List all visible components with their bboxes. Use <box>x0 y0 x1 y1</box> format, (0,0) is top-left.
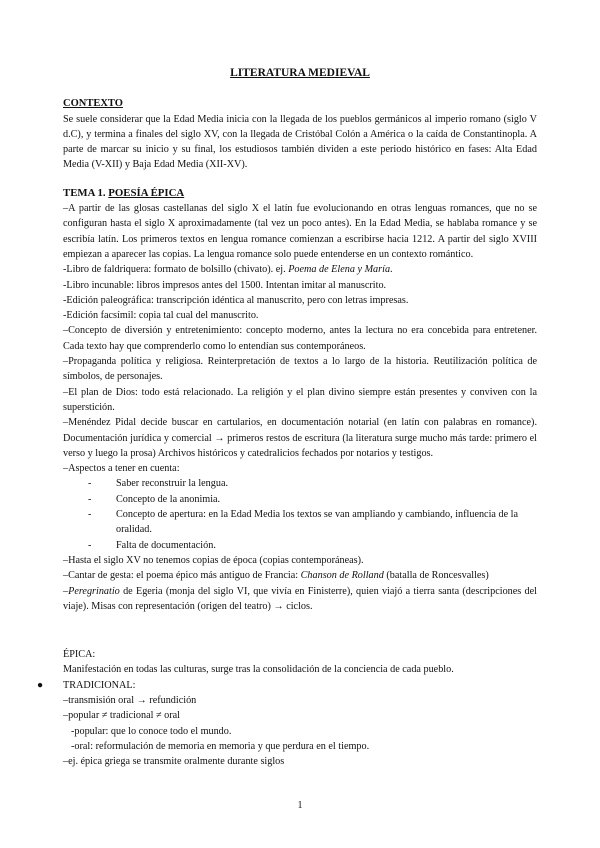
peregrinatio-paragraph: –Peregrinatio de Egeria (monja del siglo VI, que vivía en Finisterre), quien viajó a tierra santa (descripciones del viaje). Misas con representación (origen del teatro) → ciclos. <box>63 585 537 612</box>
tradicional-item: ● TRADICIONAL: <box>63 678 537 693</box>
page-content <box>37 66 537 769</box>
propaganda-paragraph: –Propaganda política y religiosa. Reinterpretación de textos a lo largo de la historia. Reutilización política de símbolos, de personajes. <box>63 356 537 383</box>
menendez-pidal-paragraph: –Menéndez Pidal decide buscar en cartularios, en documentación notarial (en latín con palabras en romance). Documentación jurídica y comercial → primeros restos de escritura (la literatura surge mucho más tarde: primero el verso y luego la prosa) Archivos históricos y catedralicios fechados por notarios y testigos. <box>63 417 537 459</box>
peregrinatio-title: Peregrinatio <box>68 585 120 597</box>
epica-heading: ÉPICA: <box>63 649 96 661</box>
list-item: –ej. épica griega se transmite oralmente durante siglos <box>63 756 285 768</box>
list-item: –transmisión oral → refundición <box>63 694 197 706</box>
list-item: - Concepto de la anonimia. <box>88 493 221 505</box>
cantar-de-gesta-line: –Cantar de gesta: el poema épico más antiguo de Francia: Chanson de Rolland (batalla de Roncesvalles) <box>63 570 489 582</box>
tema1-heading-title: POESÍA ÉPICA <box>108 186 185 199</box>
tema1-paragraph: –A partir de las glosas castellanas del siglo X el latín fue evolucionando en otras lenguas romances, que no se configuran hasta el siglo X aproximadamente (tal vez un poco antes). En la Edad Media, se hablaba romance y se escribía latín. Los primeros textos en lengua romance comienzan a escribirse hacia 1212. A partir del siglo XVIII empiezan a aparecer las copias. La lengua romance solo puede entenderse en un contexto romántico. <box>63 203 537 260</box>
poema-elena-title: Poema de Elena y María <box>288 264 391 276</box>
list-item: -oral: reformulación de memoria en memoria y que perdura en el tiempo. <box>71 740 370 752</box>
list-item: –popular ≠ tradicional ≠ oral <box>63 710 180 722</box>
edicion-facsimil-line: -Edición facsímil: copia tal cual del manuscrito. <box>63 310 259 322</box>
bullet-dot: ● <box>37 679 44 691</box>
list-item: - Falta de documentación. <box>88 539 216 551</box>
tema1-heading-prefix: TEMA 1. <box>63 186 109 199</box>
list-item: - Concepto de apertura: en la Edad Media los textos se van ampliando y cambiando, influencia de la oralidad. <box>88 509 518 536</box>
concepto-diversion-paragraph: –Concepto de diversión y entretenimiento: concepto moderno, antes la lectura no era concebida para entretener. Cada texto hay que comprenderlo como lo entendían sus contemporáneos. <box>63 325 537 352</box>
epica-intro: Manifestación en todas las culturas, surge tras la consolidación de la conciencia de cada pueblo. <box>63 664 454 676</box>
libro-incunable-line: -Libro incunable: libros impresos antes del 1500. Intentan imitar al manuscrito. <box>63 279 387 291</box>
copias-line: –Hasta el siglo XV no tenemos copias de época (copias contemporáneas). <box>63 554 364 566</box>
contexto-paragraph: Se suele considerar que la Edad Media inicia con la llegada de los pueblos germánicos al imperio romano (siglo V d.C), y termina a finales del siglo XV, con la llegada de Cristóbal Colón a América o la caída de Constantinopla. A parte de marcar su inicio y su final, los estudiosos también dividen a este periodo histórico en fases: Alta Edad Media (V-XII) y Baja Edad Media (XII-XV). <box>63 113 537 171</box>
aspectos-heading: –Aspectos a tener en cuenta: <box>63 463 180 475</box>
page-number: 1 <box>297 800 303 811</box>
libro-faldriquera-line: -Libro de faldriquera: formato de bolsillo (chivato). ej. Poema de Elena y María. <box>63 264 393 276</box>
list-item: -popular: que lo conoce todo el mundo. <box>71 725 232 737</box>
tema1-heading <box>63 186 537 201</box>
page-title: LITERATURA MEDIEVAL <box>230 67 370 79</box>
list-item: - Saber reconstruir la lengua. <box>88 478 229 490</box>
plan-de-dios-paragraph: –El plan de Dios: todo está relacionado. La religión y el plan divino siempre están presentes y conviven con la superstición. <box>63 386 537 413</box>
contexto-heading: CONTEXTO <box>63 98 123 110</box>
chanson-title: Chanson de Rolland <box>300 570 384 582</box>
edicion-paleografica-line: -Edición paleográfica: transcripción idéntica al manuscrito, pero con letras impresas. <box>63 294 409 306</box>
